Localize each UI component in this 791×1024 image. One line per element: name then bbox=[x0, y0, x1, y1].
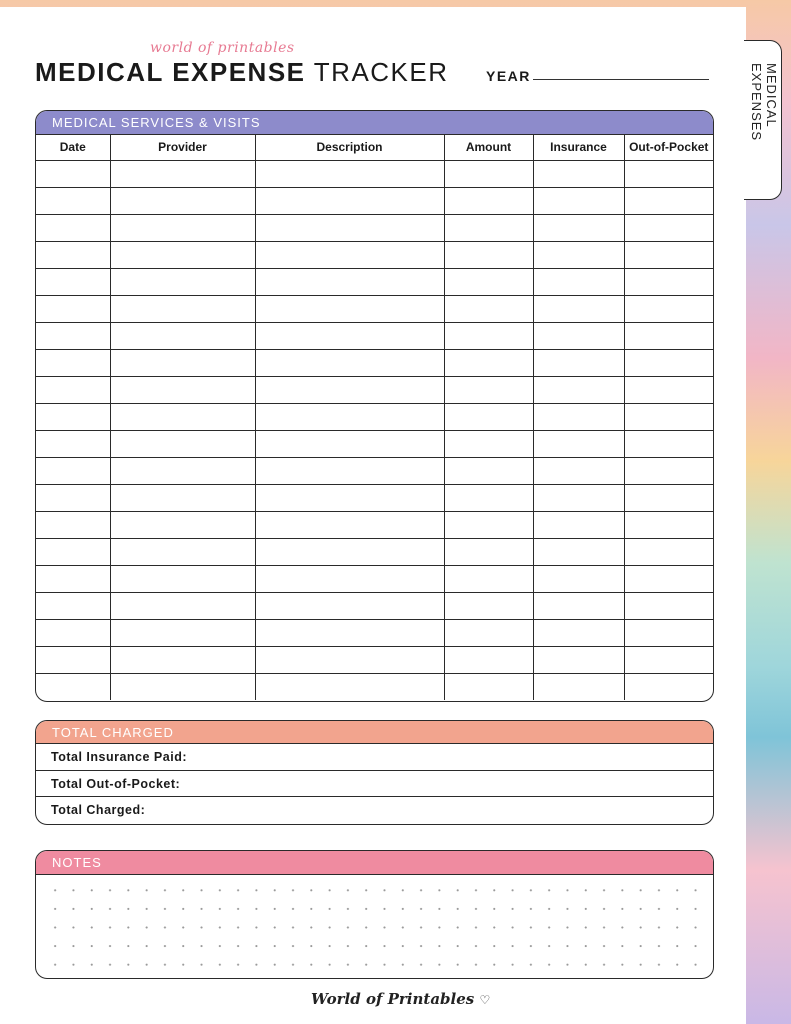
table-row bbox=[36, 322, 713, 349]
table-cell[interactable] bbox=[36, 268, 110, 295]
heart-icon: ♡ bbox=[479, 993, 491, 1007]
table-cell[interactable] bbox=[36, 565, 110, 592]
table-cell[interactable] bbox=[255, 673, 444, 700]
services-table-body bbox=[36, 160, 713, 700]
table-cell[interactable] bbox=[533, 619, 624, 646]
table-cell[interactable] bbox=[36, 484, 110, 511]
table-cell[interactable] bbox=[624, 403, 713, 430]
table-cell[interactable] bbox=[624, 457, 713, 484]
table-row bbox=[36, 457, 713, 484]
table-row bbox=[36, 349, 713, 376]
notes-dot-grid[interactable] bbox=[46, 881, 703, 966]
table-cell[interactable] bbox=[36, 673, 110, 700]
table-row bbox=[36, 646, 713, 673]
table-cell[interactable] bbox=[255, 646, 444, 673]
services-table bbox=[36, 135, 713, 700]
table-cell[interactable] bbox=[255, 619, 444, 646]
table-cell[interactable] bbox=[624, 565, 713, 592]
table-cell[interactable] bbox=[110, 484, 255, 511]
table-cell[interactable] bbox=[255, 376, 444, 403]
table-row bbox=[36, 268, 713, 295]
col-header-date: Date bbox=[36, 135, 110, 160]
table-cell[interactable] bbox=[255, 457, 444, 484]
table-cell[interactable] bbox=[36, 214, 110, 241]
totals-header: TOTAL CHARGED bbox=[36, 721, 713, 744]
table-cell[interactable] bbox=[444, 349, 533, 376]
table-cell[interactable] bbox=[110, 241, 255, 268]
notes-section bbox=[35, 850, 714, 979]
table-cell[interactable] bbox=[36, 646, 110, 673]
table-cell[interactable] bbox=[533, 268, 624, 295]
table-cell[interactable] bbox=[36, 538, 110, 565]
table-cell[interactable] bbox=[36, 349, 110, 376]
table-cell[interactable] bbox=[110, 268, 255, 295]
table-cell[interactable] bbox=[255, 241, 444, 268]
table-cell[interactable] bbox=[110, 673, 255, 700]
table-cell[interactable] bbox=[36, 322, 110, 349]
table-cell[interactable] bbox=[36, 241, 110, 268]
table-cell[interactable] bbox=[444, 214, 533, 241]
table-cell[interactable] bbox=[444, 592, 533, 619]
table-cell[interactable] bbox=[533, 403, 624, 430]
table-cell[interactable] bbox=[533, 349, 624, 376]
table-cell[interactable] bbox=[444, 619, 533, 646]
table-cell[interactable] bbox=[110, 403, 255, 430]
title-light: TRACKER bbox=[313, 57, 449, 87]
table-cell[interactable] bbox=[36, 457, 110, 484]
table-cell[interactable] bbox=[110, 214, 255, 241]
table-cell[interactable] bbox=[624, 646, 713, 673]
table-cell[interactable] bbox=[624, 322, 713, 349]
table-cell[interactable] bbox=[444, 646, 533, 673]
table-cell[interactable] bbox=[624, 619, 713, 646]
services-table-header-row bbox=[36, 135, 713, 160]
table-cell[interactable] bbox=[110, 376, 255, 403]
col-header-provider: Provider bbox=[110, 135, 255, 160]
services-header: MEDICAL SERVICES & VISITS bbox=[36, 111, 713, 135]
table-cell[interactable] bbox=[624, 268, 713, 295]
table-cell[interactable] bbox=[36, 160, 110, 187]
table-row bbox=[36, 673, 713, 700]
table-row bbox=[36, 538, 713, 565]
title-bold: MEDICAL EXPENSE bbox=[35, 57, 306, 87]
table-row bbox=[36, 430, 713, 457]
table-cell[interactable] bbox=[110, 592, 255, 619]
table-cell[interactable] bbox=[533, 376, 624, 403]
table-cell[interactable] bbox=[444, 511, 533, 538]
table-cell[interactable] bbox=[255, 565, 444, 592]
table-cell[interactable] bbox=[624, 673, 713, 700]
table-cell[interactable] bbox=[255, 268, 444, 295]
table-row bbox=[36, 592, 713, 619]
table-cell[interactable] bbox=[36, 511, 110, 538]
table-cell[interactable] bbox=[255, 403, 444, 430]
table-row bbox=[36, 187, 713, 214]
table-row bbox=[36, 214, 713, 241]
table-cell[interactable] bbox=[110, 511, 255, 538]
table-cell[interactable] bbox=[533, 430, 624, 457]
table-cell[interactable] bbox=[533, 295, 624, 322]
col-header-out-of-pocket: Out-of-Pocket bbox=[624, 135, 713, 160]
table-cell[interactable] bbox=[444, 484, 533, 511]
table-row bbox=[36, 160, 713, 187]
table-cell[interactable] bbox=[110, 187, 255, 214]
table-cell[interactable] bbox=[533, 673, 624, 700]
table-cell[interactable] bbox=[444, 268, 533, 295]
table-cell[interactable] bbox=[624, 592, 713, 619]
table-cell[interactable] bbox=[533, 214, 624, 241]
table-cell[interactable] bbox=[533, 187, 624, 214]
table-cell[interactable] bbox=[255, 160, 444, 187]
table-cell[interactable] bbox=[36, 187, 110, 214]
footer-text: World of Printables bbox=[311, 990, 475, 1008]
table-cell[interactable] bbox=[533, 592, 624, 619]
col-header-amount: Amount bbox=[444, 135, 533, 160]
table-cell[interactable] bbox=[533, 160, 624, 187]
table-cell[interactable] bbox=[444, 322, 533, 349]
table-cell[interactable] bbox=[36, 430, 110, 457]
table-row bbox=[36, 565, 713, 592]
table-cell[interactable] bbox=[444, 673, 533, 700]
table-cell[interactable] bbox=[110, 430, 255, 457]
table-cell[interactable] bbox=[110, 538, 255, 565]
table-cell[interactable] bbox=[444, 376, 533, 403]
table-cell[interactable] bbox=[444, 565, 533, 592]
table-cell[interactable] bbox=[624, 511, 713, 538]
tab-label: MEDICAL EXPENSES bbox=[749, 63, 779, 142]
section-tab[interactable] bbox=[744, 40, 782, 200]
table-cell[interactable] bbox=[255, 349, 444, 376]
table-cell[interactable] bbox=[533, 457, 624, 484]
table-cell[interactable] bbox=[624, 349, 713, 376]
table-cell[interactable] bbox=[110, 349, 255, 376]
total-out-of-pocket-row[interactable]: Total Out-of-Pocket: bbox=[36, 771, 713, 798]
table-cell[interactable] bbox=[110, 160, 255, 187]
table-cell[interactable] bbox=[110, 646, 255, 673]
table-cell[interactable] bbox=[624, 187, 713, 214]
table-cell[interactable] bbox=[255, 538, 444, 565]
table-cell[interactable] bbox=[533, 484, 624, 511]
table-row bbox=[36, 619, 713, 646]
table-cell[interactable] bbox=[624, 241, 713, 268]
table-cell[interactable] bbox=[624, 160, 713, 187]
table-cell[interactable] bbox=[444, 403, 533, 430]
totals-section bbox=[35, 720, 714, 825]
table-cell[interactable] bbox=[255, 214, 444, 241]
table-cell[interactable] bbox=[444, 295, 533, 322]
table-cell[interactable] bbox=[110, 322, 255, 349]
table-cell[interactable] bbox=[444, 430, 533, 457]
table-row bbox=[36, 376, 713, 403]
table-cell[interactable] bbox=[444, 160, 533, 187]
footer-logo bbox=[311, 990, 490, 1008]
table-cell[interactable] bbox=[444, 457, 533, 484]
table-cell[interactable] bbox=[624, 430, 713, 457]
table-cell[interactable] bbox=[624, 214, 713, 241]
services-section bbox=[35, 110, 714, 702]
table-cell[interactable] bbox=[533, 322, 624, 349]
table-cell[interactable] bbox=[110, 457, 255, 484]
table-cell[interactable] bbox=[255, 187, 444, 214]
table-cell[interactable] bbox=[444, 187, 533, 214]
table-cell[interactable] bbox=[533, 646, 624, 673]
total-insurance-paid-row[interactable]: Total Insurance Paid: bbox=[36, 744, 713, 771]
table-cell[interactable] bbox=[444, 538, 533, 565]
total-charged-row[interactable]: Total Charged: bbox=[51, 803, 146, 817]
table-cell[interactable] bbox=[255, 295, 444, 322]
col-header-description: Description bbox=[255, 135, 444, 160]
table-cell[interactable] bbox=[533, 538, 624, 565]
table-cell[interactable] bbox=[444, 241, 533, 268]
table-cell[interactable] bbox=[36, 376, 110, 403]
table-cell[interactable] bbox=[255, 484, 444, 511]
table-cell[interactable] bbox=[533, 241, 624, 268]
year-label: YEAR bbox=[486, 68, 531, 84]
table-row bbox=[36, 295, 713, 322]
table-cell[interactable] bbox=[110, 295, 255, 322]
table-cell[interactable] bbox=[255, 511, 444, 538]
table-cell[interactable] bbox=[36, 295, 110, 322]
table-row bbox=[36, 403, 713, 430]
col-header-insurance: Insurance bbox=[533, 135, 624, 160]
table-cell[interactable] bbox=[110, 619, 255, 646]
table-cell[interactable] bbox=[255, 592, 444, 619]
table-cell[interactable] bbox=[624, 376, 713, 403]
table-row bbox=[36, 484, 713, 511]
table-cell[interactable] bbox=[255, 430, 444, 457]
table-cell[interactable] bbox=[36, 403, 110, 430]
notes-header: NOTES bbox=[36, 851, 713, 875]
table-cell[interactable] bbox=[533, 565, 624, 592]
table-cell[interactable] bbox=[255, 322, 444, 349]
table-cell[interactable] bbox=[624, 538, 713, 565]
table-cell[interactable] bbox=[36, 619, 110, 646]
table-row bbox=[36, 511, 713, 538]
table-row bbox=[36, 241, 713, 268]
page-title bbox=[35, 57, 449, 88]
table-cell[interactable] bbox=[624, 295, 713, 322]
brand-script-logo: world of printables bbox=[150, 40, 295, 56]
table-cell[interactable] bbox=[624, 484, 713, 511]
table-cell[interactable] bbox=[533, 511, 624, 538]
table-cell[interactable] bbox=[110, 565, 255, 592]
table-cell[interactable] bbox=[36, 592, 110, 619]
year-input-line[interactable] bbox=[533, 79, 709, 80]
